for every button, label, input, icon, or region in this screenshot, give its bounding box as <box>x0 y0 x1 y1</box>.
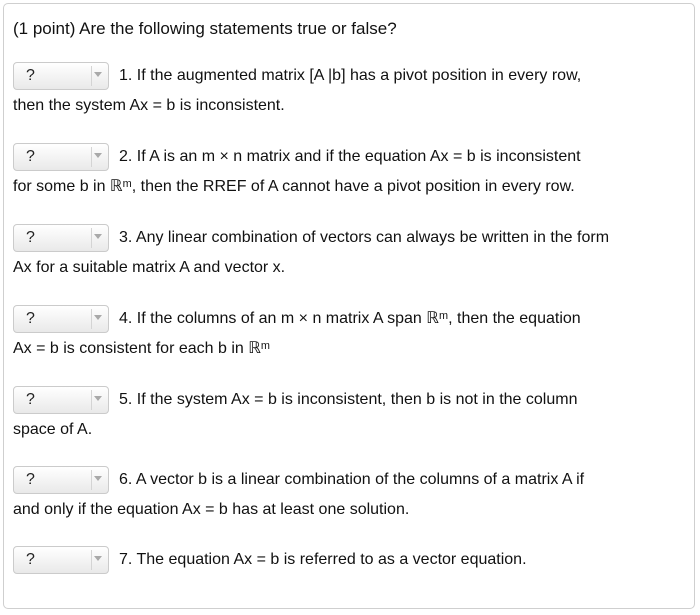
statement-number: 4. <box>119 310 133 327</box>
chevron-down-icon <box>94 315 102 320</box>
statement-number: 7. <box>119 551 133 568</box>
answer-select-4[interactable] <box>13 305 109 333</box>
select-divider <box>91 147 92 167</box>
answer-select-5[interactable] <box>13 386 109 414</box>
select-divider <box>91 309 92 329</box>
statement-number: 5. <box>119 391 133 408</box>
select-divider <box>91 470 92 490</box>
question-3 <box>13 222 689 279</box>
statement-line-1 <box>119 65 581 87</box>
answer-value: ? <box>26 551 35 568</box>
answer-select-2[interactable] <box>13 143 109 171</box>
statement-number: 2. <box>119 148 133 165</box>
question-5 <box>13 384 689 441</box>
statement-number: 1. <box>119 67 133 84</box>
statement-text: If A is an m × n matrix and if the equation Ax = b is inconsistent <box>136 148 581 165</box>
chevron-down-icon <box>94 72 102 77</box>
statement-line-1 <box>119 389 577 411</box>
statement-line-1 <box>119 469 584 491</box>
answer-select-6[interactable] <box>13 466 109 494</box>
statement-text: If the augmented matrix [A |b] has a pivot position in every row, <box>136 67 582 84</box>
statement-line-2: Ax for a suitable matrix A and vector x. <box>13 259 286 276</box>
statement-line-2: space of A. <box>13 421 93 438</box>
answer-select-3[interactable] <box>13 224 109 252</box>
statement-text: The equation Ax = b is referred to as a vector equation. <box>136 551 527 568</box>
question-4 <box>13 303 689 360</box>
select-divider <box>91 550 92 570</box>
question-6 <box>13 464 689 521</box>
chevron-down-icon <box>94 396 102 401</box>
chevron-down-icon <box>94 476 102 481</box>
question-7 <box>13 544 689 576</box>
answer-select-1[interactable] <box>13 62 109 90</box>
answer-value: ? <box>26 67 35 84</box>
answer-value: ? <box>26 148 35 165</box>
statement-line-1 <box>119 227 609 249</box>
statement-number: 3. <box>119 229 133 246</box>
answer-value: ? <box>26 391 35 408</box>
statement-text: If the system Ax = b is inconsistent, then b is not in the column <box>136 391 578 408</box>
answer-value: ? <box>26 310 35 327</box>
statement-text: If the columns of an m × n matrix A span ℝᵐ, then the equation <box>136 310 581 327</box>
select-divider <box>91 228 92 248</box>
chevron-down-icon <box>94 234 102 239</box>
statement-line-2: and only if the equation Ax = b has at least one solution. <box>13 501 410 518</box>
chevron-down-icon <box>94 556 102 561</box>
answer-select-7[interactable] <box>13 546 109 574</box>
statement-line-1 <box>119 549 527 571</box>
statement-line-2: Ax = b is consistent for each b in ℝᵐ <box>13 340 271 357</box>
question-heading: (1 point) Are the following statements true or false? <box>13 19 397 38</box>
statement-line-1 <box>119 308 581 330</box>
statement-line-2: then the system Ax = b is inconsistent. <box>13 97 285 114</box>
chevron-down-icon <box>94 153 102 158</box>
question-1 <box>13 60 689 117</box>
statement-text: A vector b is a linear combination of the columns of a matrix A if <box>135 471 585 488</box>
statement-text: Any linear combination of vectors can always be written in the form <box>135 229 610 246</box>
statement-number: 6. <box>119 471 133 488</box>
answer-value: ? <box>26 471 35 488</box>
select-divider <box>91 66 92 86</box>
statement-line-2: for some b in ℝᵐ, then the RREF of A cannot have a pivot position in every row. <box>13 178 575 195</box>
statement-line-1 <box>119 146 581 168</box>
answer-value: ? <box>26 229 35 246</box>
question-2 <box>13 141 689 198</box>
select-divider <box>91 390 92 410</box>
